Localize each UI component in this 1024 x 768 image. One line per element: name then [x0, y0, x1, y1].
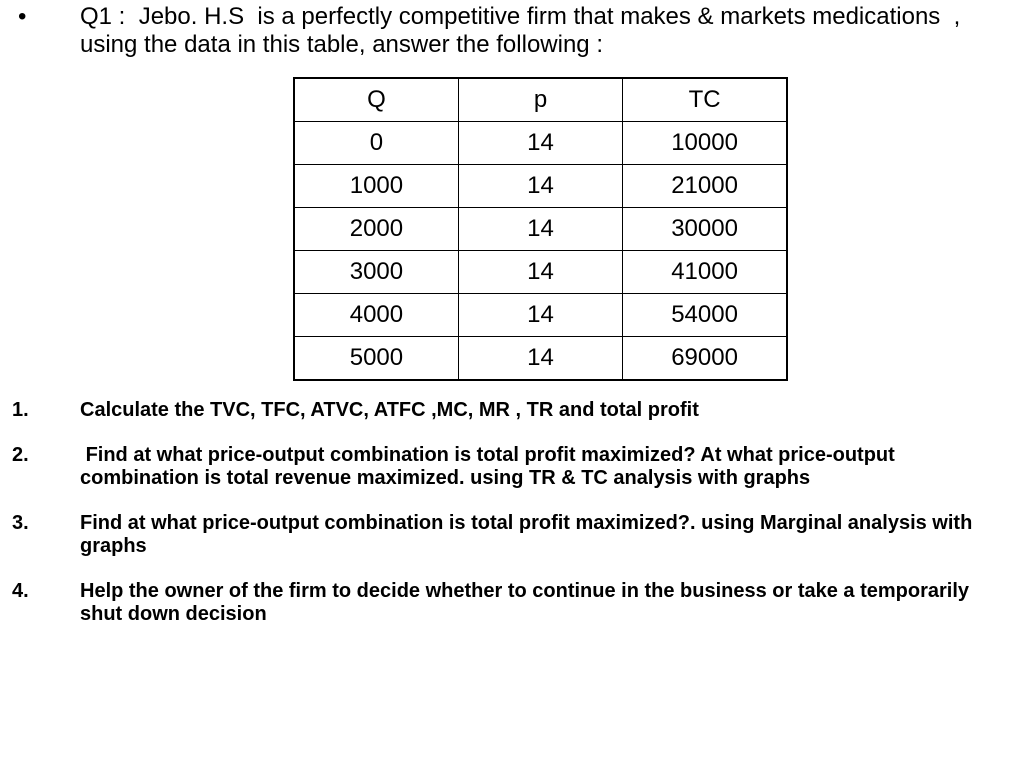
cell-q: 4000	[294, 294, 458, 337]
bullet-marker: •	[18, 3, 27, 30]
question-text: Find at what price-output combination is total profit maximized?. using Marginal analysis with graphs	[80, 512, 978, 557]
table-row	[294, 208, 787, 251]
question-item	[12, 512, 1007, 558]
table-row	[294, 294, 787, 337]
header-q: Q	[294, 78, 458, 122]
cell-tc: 69000	[623, 337, 787, 381]
question-number: 1.	[12, 399, 29, 421]
cell-q: 2000	[294, 208, 458, 251]
cell-p: 14	[458, 165, 622, 208]
cost-data-table	[293, 77, 788, 381]
cell-q: 0	[294, 122, 458, 165]
header-tc: TC	[623, 78, 787, 122]
question-text: Find at what price-output combination is total profit maximized? At what price-output combination is total revenue maximized. using TR & TC analysis with graphs	[80, 444, 901, 489]
question-text: Help the owner of the firm to decide whether to continue in the business or take a temporarily shut down decision	[80, 580, 975, 625]
header-p: p	[458, 78, 622, 122]
table-header-row	[294, 78, 787, 122]
cell-tc: 41000	[623, 251, 787, 294]
question-text: Calculate the TVC, TFC, ATVC, ATFC ,MC, MR , TR and total profit	[80, 399, 699, 421]
cell-p: 14	[458, 251, 622, 294]
cell-q: 3000	[294, 251, 458, 294]
intro-paragraph	[18, 3, 1008, 59]
question-number: 2.	[12, 444, 29, 466]
question-number: 3.	[12, 512, 29, 534]
cell-tc: 30000	[623, 208, 787, 251]
cell-p: 14	[458, 337, 622, 381]
question-list	[12, 399, 1007, 648]
question-item	[12, 444, 1007, 490]
cell-tc: 54000	[623, 294, 787, 337]
cell-q: 1000	[294, 165, 458, 208]
intro-text: Q1 : Jebo. H.S is a perfectly competitive firm that makes & markets medications , using the data in this table, answer the following :	[80, 3, 967, 58]
cell-tc: 10000	[623, 122, 787, 165]
cell-q: 5000	[294, 337, 458, 381]
table-row	[294, 251, 787, 294]
table-row	[294, 165, 787, 208]
cell-p: 14	[458, 208, 622, 251]
cell-p: 14	[458, 122, 622, 165]
question-number: 4.	[12, 580, 29, 602]
question-item	[12, 580, 1007, 626]
table-row	[294, 337, 787, 381]
cell-p: 14	[458, 294, 622, 337]
question-item	[12, 399, 1007, 422]
table-row	[294, 122, 787, 165]
cell-tc: 21000	[623, 165, 787, 208]
